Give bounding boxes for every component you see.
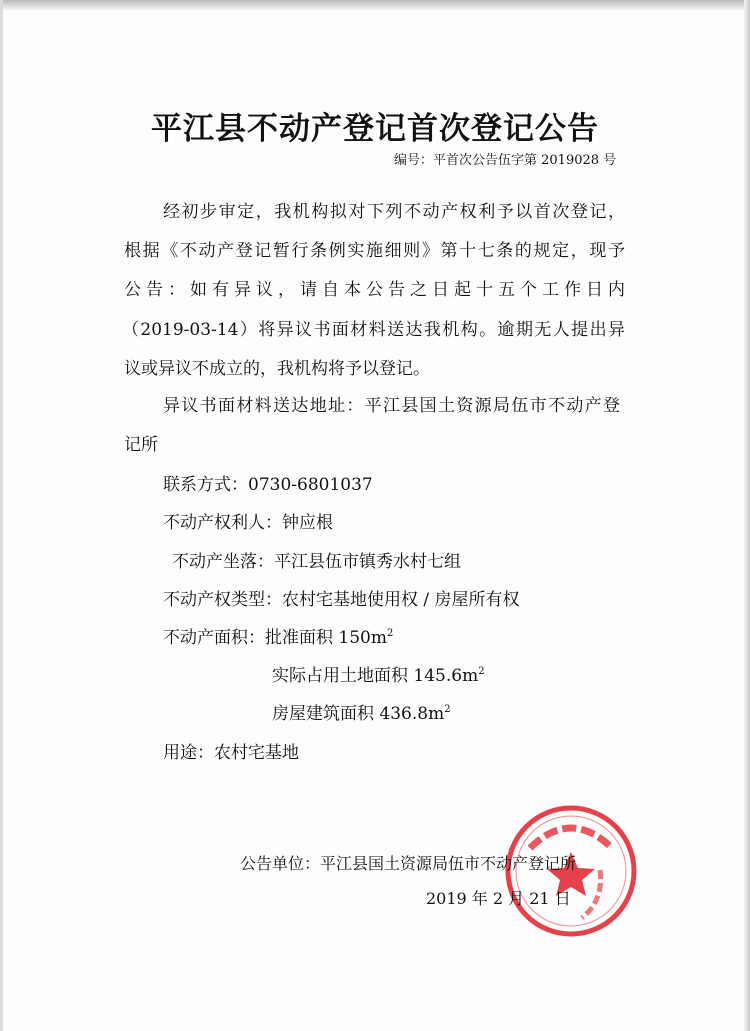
- right-type: 不动产权类型：农村宅基地使用权 / 房屋所有权: [163, 590, 520, 610]
- usage: 用途：农村宅基地: [163, 743, 299, 763]
- document-number: 编号：平首次公告伍字第 2019028 号: [394, 153, 617, 168]
- body-line-4: （2019-03-14）将异议书面材料送达我机构。逾期无人提出异: [122, 320, 625, 340]
- scan-edge-top: [0, 0, 750, 10]
- area-building: 房屋建筑面积 $436.8m^2$: [272, 704, 451, 724]
- scan-edge-right: [744, 0, 750, 1031]
- scan-edge-left: [0, 0, 3, 1031]
- body-line-2: 根据《不动产登记暂行条例实施细则》第十七条的规定，现予: [124, 241, 625, 261]
- objection-address-line-2: 记所: [124, 435, 158, 455]
- body-line-1: 经初步审定，我机构拟对下列不动产权利予以首次登记，: [163, 202, 625, 222]
- body-line-5: 议或异议不成立的，我机构将予以登记。: [124, 359, 430, 379]
- document-title: 平江县不动产登记首次登记公告: [151, 111, 599, 147]
- property-location: 不动产坐落：平江县伍市镇秀水村七组: [172, 552, 461, 572]
- right-holder: 不动产权利人：钟应根: [163, 513, 333, 533]
- area-actual: 实际占用土地面积 $145.6m^2$: [272, 666, 485, 686]
- area-approved: 不动产面积：批准面积 $150m^2$: [163, 628, 394, 648]
- issue-date: 2019 年 2 月 21 日: [426, 889, 571, 908]
- body-line-3: 公告：如有异议，请自本公告之日起十五个工作日内: [124, 280, 625, 300]
- objection-address-line-1: 异议书面材料送达地址：平江县国土资源局伍市不动产登: [163, 396, 620, 416]
- issuer: 公告单位：平江县国土资源局伍市不动产登记所: [240, 854, 577, 873]
- contact-info: 联系方式：0730-6801037: [163, 475, 373, 495]
